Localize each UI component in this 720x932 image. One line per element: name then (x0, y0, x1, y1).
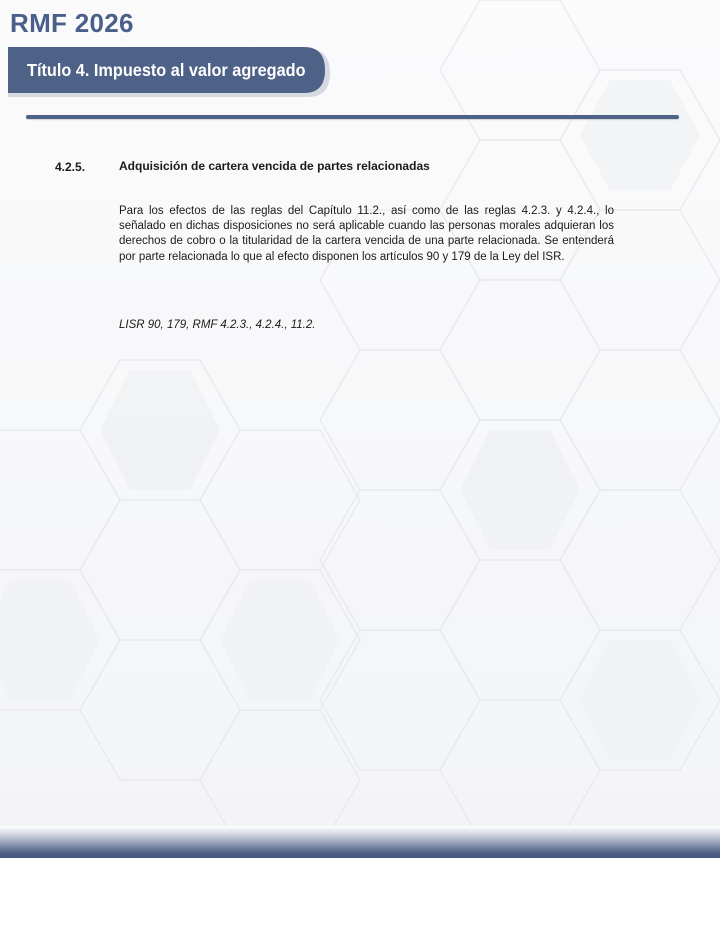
section-divider (26, 115, 679, 119)
rule-legal-references: LISR 90, 179, RMF 4.2.3., 4.2.4., 11.2. (119, 319, 316, 331)
title-banner-label: Título 4. Impuesto al valor agregado (27, 60, 306, 80)
footer-band (0, 826, 720, 858)
rule-number: 4.2.5. (55, 160, 86, 174)
rule-heading: Adquisición de cartera vencida de partes relacionadas (119, 159, 430, 173)
document-header-title: RMF 2026 (10, 8, 134, 38)
rule-body-paragraph: Para los efectos de las reglas del Capítulo 11.2., así como de las reglas 4.2.3. y 4.2.4., lo señalado en dichas disposiciones no será aplicable cuando las personas morales adquieran los derechos de cobro o la titularidad de la cartera vencida de una parte relacionada. Se entenderá por parte relacionada lo que al efecto disponen los artículos 90 y 179 de la Ley del ISR. (119, 205, 614, 263)
title-banner (8, 47, 328, 97)
